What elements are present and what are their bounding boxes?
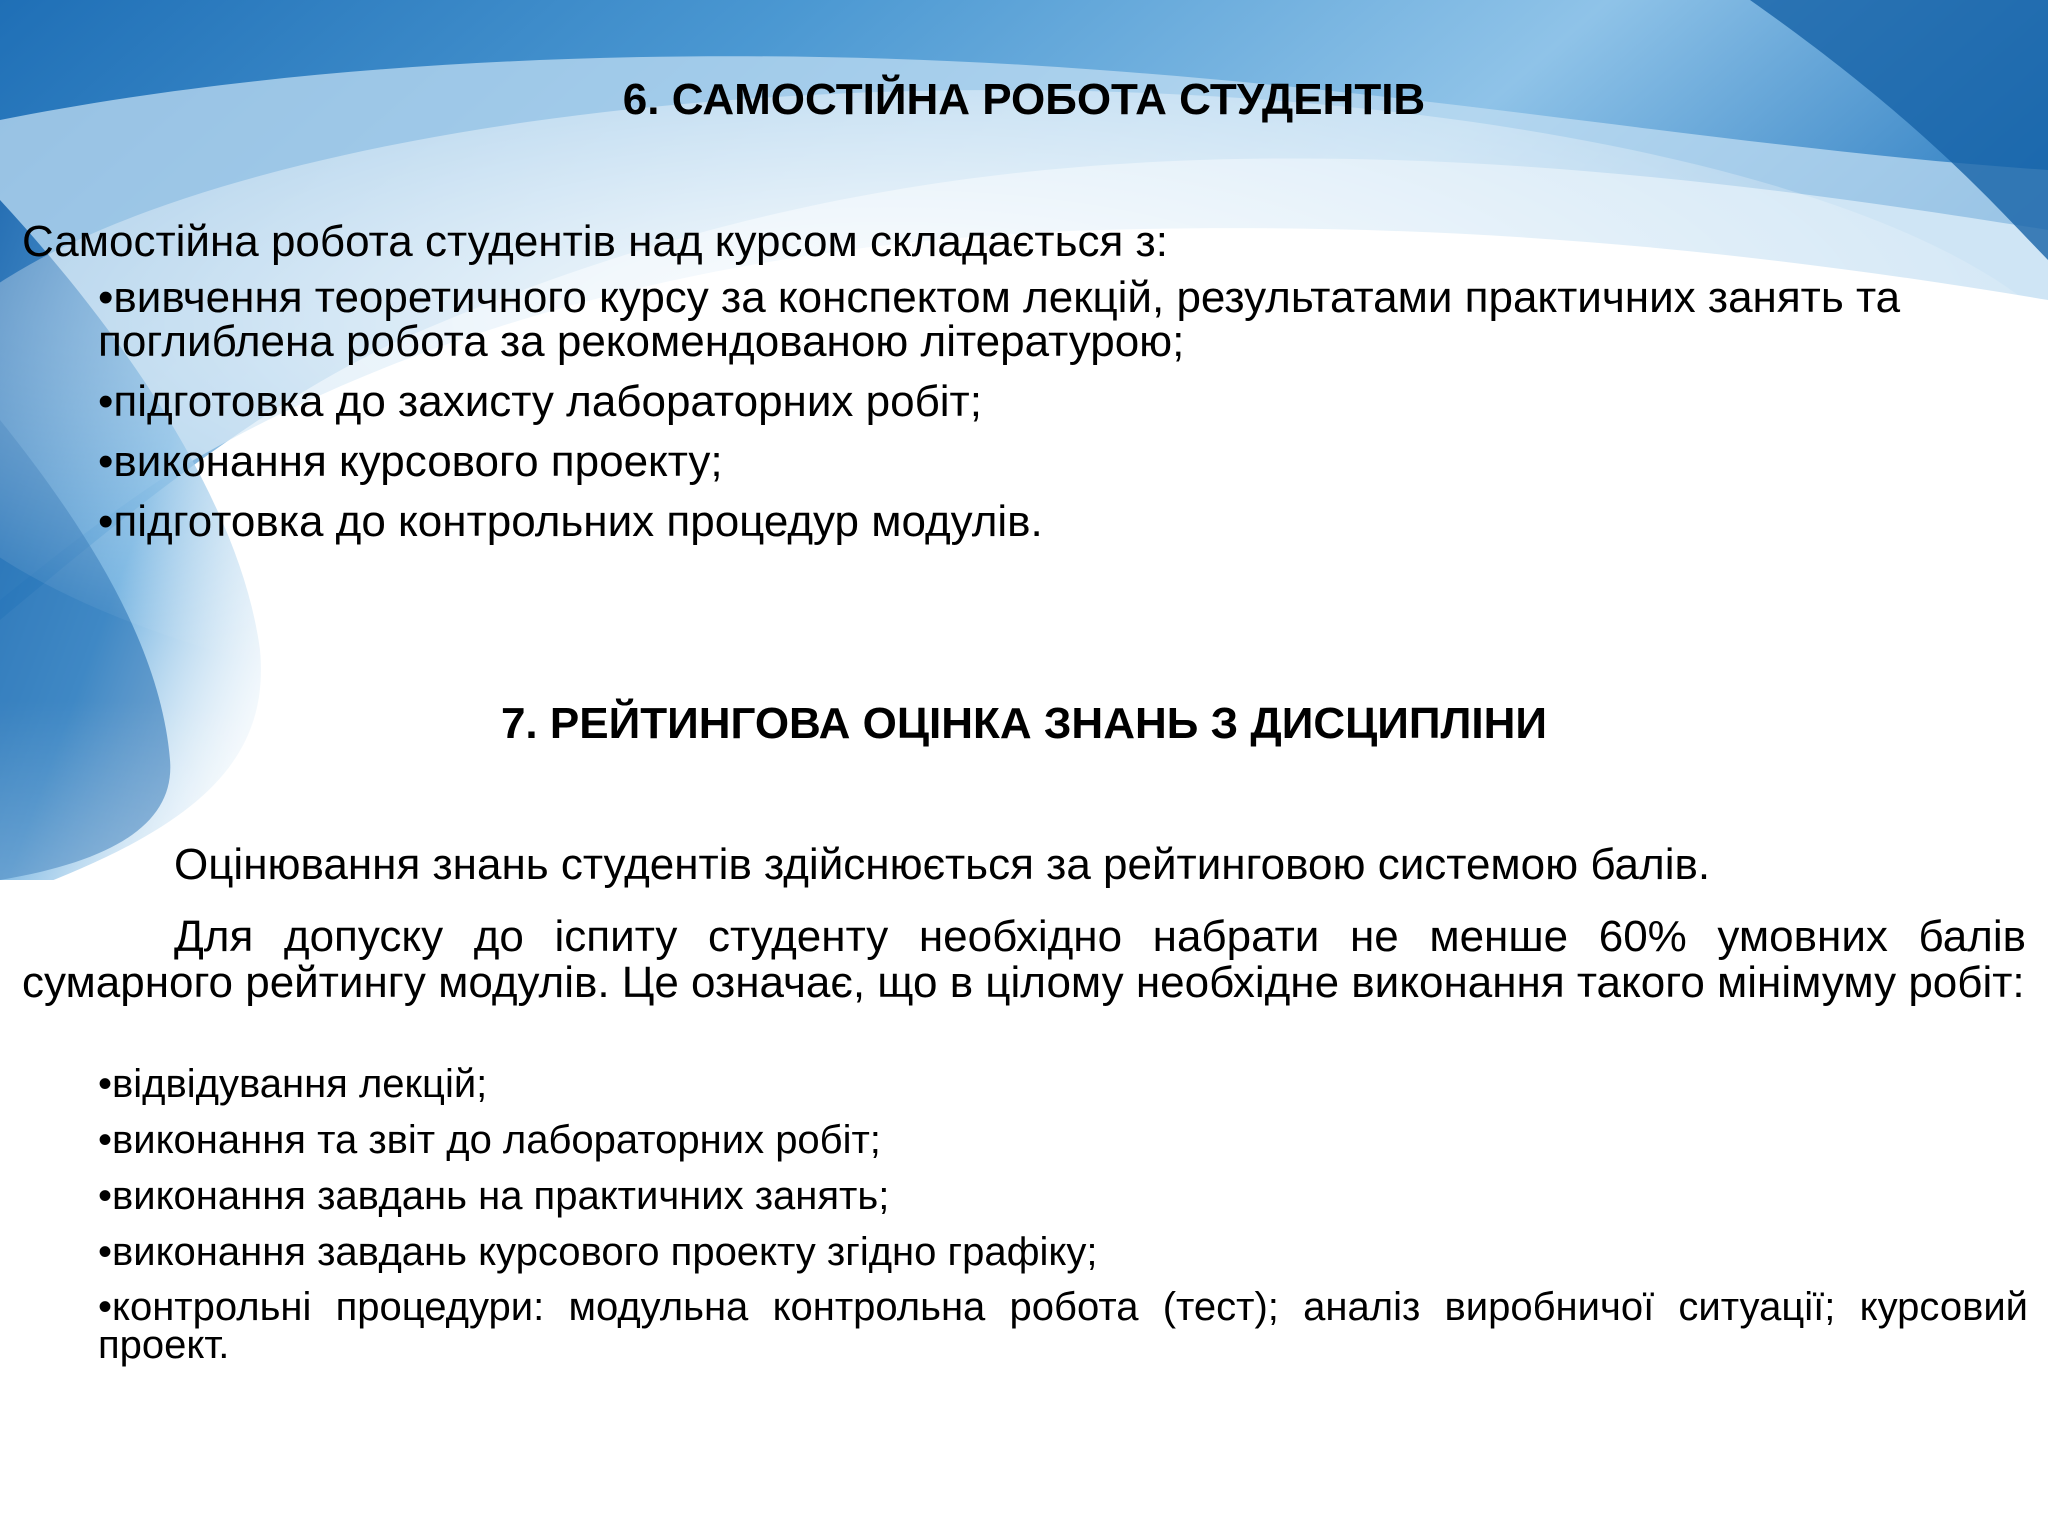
section7-paragraph-1: Оцінювання знань студентів здійснюється за рейтинговою системою балів. [174,840,1711,889]
list-item: •відвідування лекцій; [98,1062,488,1106]
section6-heading: 6. САМОСТІЙНА РОБОТА СТУДЕНТІВ [622,75,1426,124]
section7-list [98,1064,2028,1380]
list-item: •вивчення теоретичного курсу за конспектом лекцій, результатами практичних занять та поглиблена робота за рекомендованою літературою; [98,273,1901,366]
section6-intro: Самостійна робота студентів над курсом складається з: [22,217,1168,266]
list-item: •підготовка до захисту лабораторних робіт; [98,377,982,426]
section7-heading: 7. РЕЙТИНГОВА ОЦІНКА ЗНАНЬ З ДИСЦИПЛІНИ [500,699,1548,748]
list-item: •виконання завдань на практичних занять; [98,1174,890,1218]
list-item: •виконання завдань курсового проекту згідно графіку; [98,1230,1098,1274]
section6-list [98,273,2018,560]
section7-paragraph-2: Для допуску до іспиту студенту необхідно набрати не менше 60% умовних балів сумарного рейтингу модулів. Це означає, що в цілому необхідне виконання такого мінімуму робіт: [22,912,2026,1007]
list-item: •виконання курсового проекту; [98,437,723,486]
list-item: •виконання та звіт до лабораторних робіт; [98,1118,881,1162]
list-item: •підготовка до контрольних процедур модулів. [98,497,1043,546]
list-item: •контрольні процедури: модульна контрольна робота (тест); аналіз виробничої ситуації; курсовий проект. [98,1285,2028,1367]
